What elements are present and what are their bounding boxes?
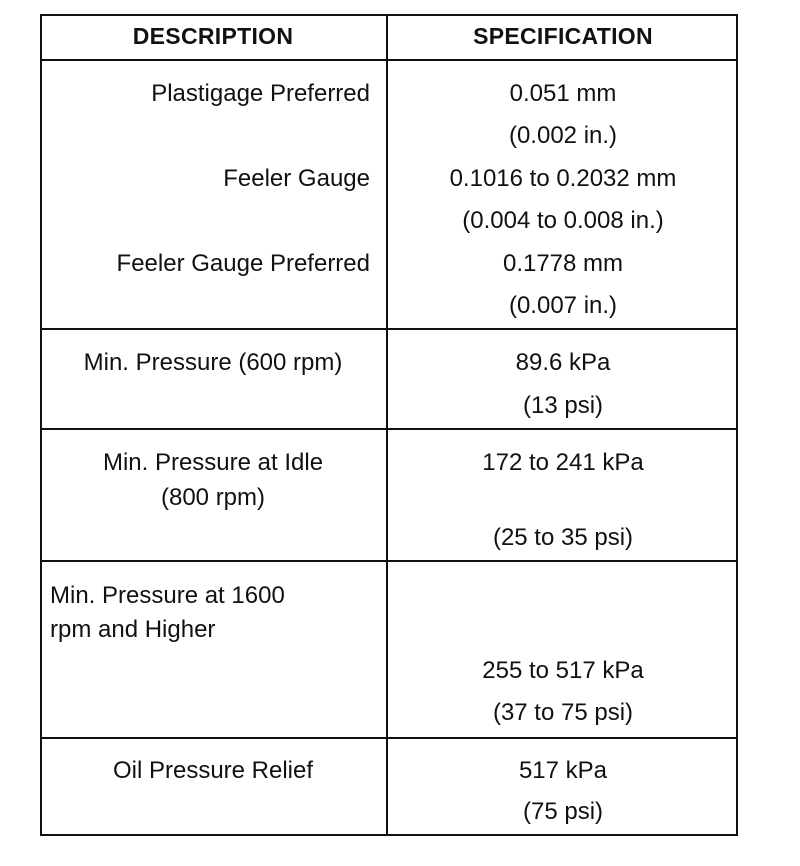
row-specification: (0.007 in.) [508, 292, 618, 319]
row-specification: 89.6 kPa [515, 349, 611, 376]
row-description: Min. Pressure at 1600 [50, 582, 285, 609]
row-specification: (75 psi) [522, 798, 604, 825]
row-divider [40, 328, 738, 330]
row-specification: 172 to 241 kPa [482, 449, 644, 476]
row-specification: (0.004 to 0.008 in.) [462, 207, 664, 234]
row-description: (800 rpm) [160, 484, 266, 511]
row-description: rpm and Higher [50, 616, 216, 643]
row-divider [40, 428, 738, 430]
row-specification: (25 to 35 psi) [492, 524, 634, 551]
row-description: Min. Pressure (600 rpm) [83, 349, 343, 376]
spec-table [40, 14, 738, 836]
column-header-specification: SPECIFICATION [473, 23, 653, 49]
row-specification: 255 to 517 kPa [482, 657, 644, 684]
row-divider [40, 560, 738, 562]
row-divider [40, 737, 738, 739]
row-description: Feeler Gauge [223, 165, 370, 192]
row-description: Plastigage Preferred [151, 80, 370, 107]
row-specification: (37 to 75 psi) [492, 699, 634, 726]
row-description: Oil Pressure Relief [112, 757, 314, 784]
row-specification: 0.1016 to 0.2032 mm [449, 165, 677, 192]
row-specification: 0.051 mm [509, 80, 617, 107]
row-specification: 517 kPa [518, 757, 608, 784]
row-specification: (13 psi) [522, 392, 604, 419]
row-specification: 0.1778 mm [502, 250, 624, 277]
row-description: Min. Pressure at Idle [102, 449, 324, 476]
row-specification: (0.002 in.) [508, 122, 618, 149]
header-divider [40, 59, 738, 61]
column-header-description: DESCRIPTION [132, 23, 294, 49]
row-description: Feeler Gauge Preferred [116, 250, 370, 277]
